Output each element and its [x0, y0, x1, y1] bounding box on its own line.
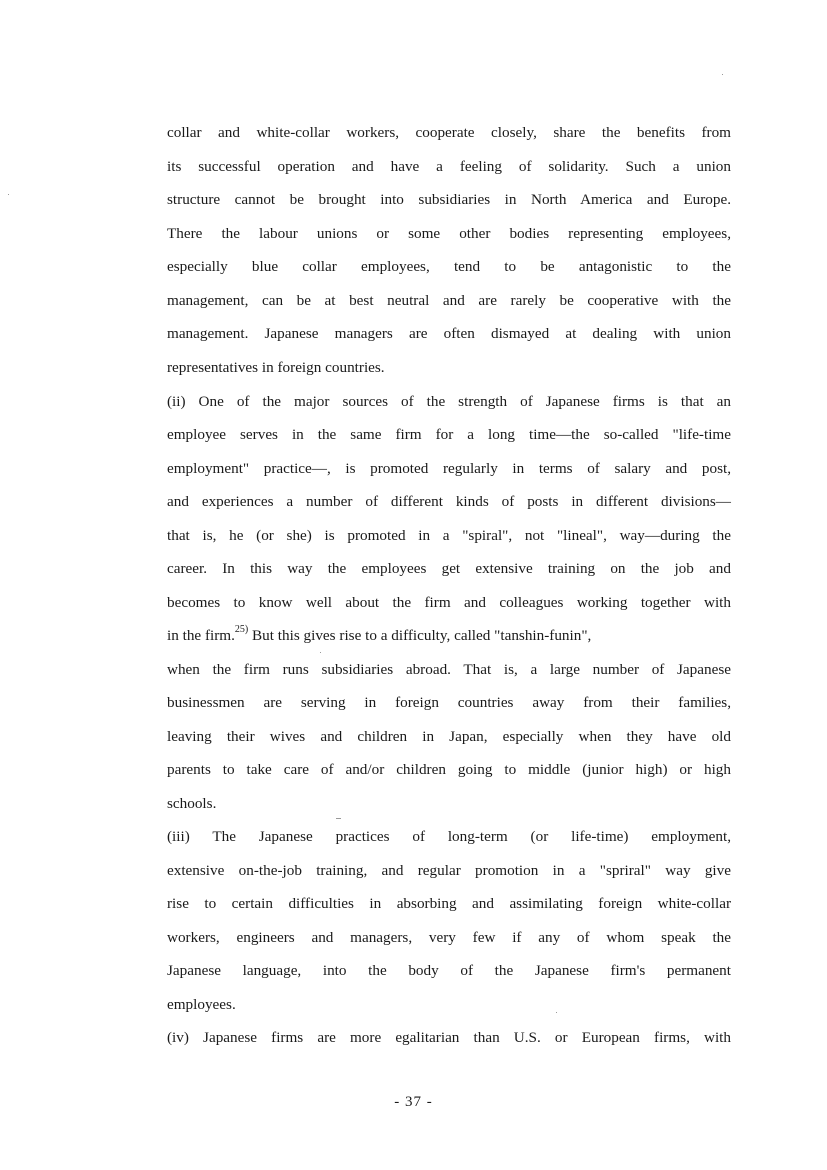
line-text: in the firm. — [167, 627, 235, 644]
text-line: management, can be at best neutral and are rarely be cooperative with the — [167, 292, 731, 309]
text-line-with-footnote — [167, 626, 731, 646]
text-line: leaving their wives and children in Japan, especially when they have old — [167, 728, 731, 745]
text-line: (iii) The Japanese practices of long-term (or life-time) employment, — [167, 828, 731, 845]
text-line: (ii) One of the major sources of the strength of Japanese firms is that an — [167, 393, 731, 410]
text-line: workers, engineers and managers, very few if any of whom speak the — [167, 929, 731, 946]
text-line: There the labour unions or some other bodies representing employees, — [167, 225, 731, 242]
text-line: businessmen are serving in foreign countries away from their families, — [167, 694, 731, 711]
text-line: extensive on-the-job training, and regular promotion in a "spriral" way give — [167, 862, 731, 879]
text-line: representatives in foreign countries. — [167, 359, 385, 376]
text-line: (iv) Japanese firms are more egalitarian than U.S. or European firms, with — [167, 1029, 731, 1046]
footnote-reference: 25) — [234, 624, 249, 635]
text-line: employees. — [167, 996, 236, 1013]
line-text-tail: But this gives rise to a difficulty, called "tanshin-funin", — [248, 627, 592, 644]
text-line: that is, he (or she) is promoted in a "spiral", not "lineal", way—during the — [167, 527, 731, 544]
text-line: employment" practice—, is promoted regularly in terms of salary and post, — [167, 460, 731, 477]
text-line: management. Japanese managers are often dismayed at dealing with union — [167, 325, 731, 342]
text-line: career. In this way the employees get extensive training on the job and — [167, 560, 731, 577]
scan-speck — [320, 652, 321, 653]
text-line: when the firm runs subsidiaries abroad. That is, a large number of Japanese — [167, 661, 731, 678]
text-line: employee serves in the same firm for a long time—the so-called "life-time — [167, 426, 731, 443]
text-line: parents to take care of and/or children going to middle (junior high) or high — [167, 761, 731, 778]
text-line: rise to certain difficulties in absorbing and assimilating foreign white-collar — [167, 895, 731, 912]
scan-speck — [8, 194, 9, 195]
scan-speck — [556, 1012, 557, 1013]
text-line: schools. — [167, 795, 217, 812]
text-line: Japanese language, into the body of the Japanese firm's permanent — [167, 962, 731, 979]
text-line: becomes to know well about the firm and colleagues working together with — [167, 594, 731, 611]
text-line: and experiences a number of different kinds of posts in different divisions— — [167, 493, 731, 510]
scan-speck — [722, 74, 723, 75]
text-line: especially blue collar employees, tend to be antagonistic to the — [167, 258, 731, 275]
text-line: structure cannot be brought into subsidiaries in North America and Europe. — [167, 191, 731, 208]
scan-speck — [336, 818, 341, 819]
page-number: - 37 - — [394, 1094, 433, 1110]
text-line: collar and white-collar workers, cooperate closely, share the benefits from — [167, 124, 731, 141]
text-line: its successful operation and have a feeling of solidarity. Such a union — [167, 158, 731, 175]
